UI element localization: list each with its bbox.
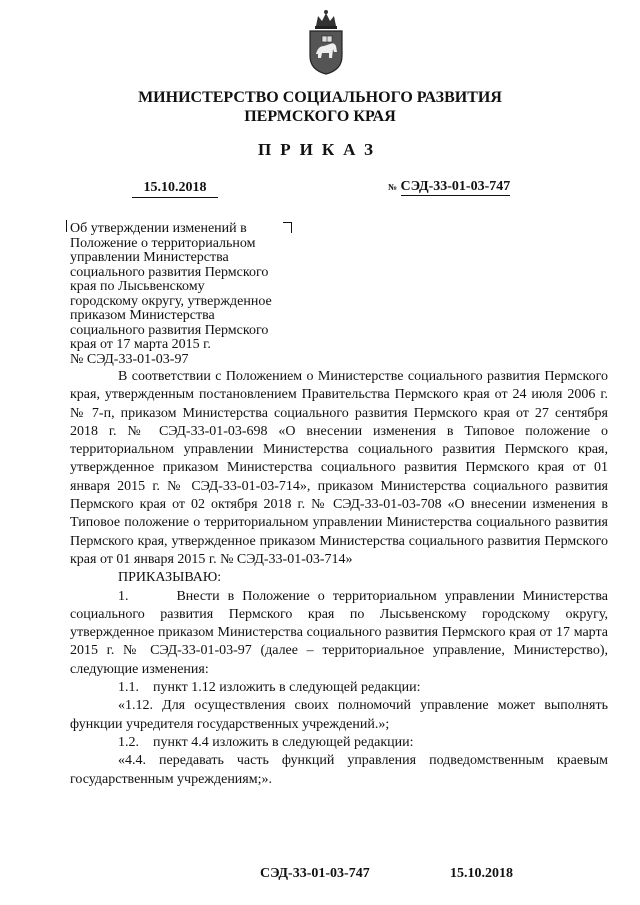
body-paragraph-preamble: В соответствии с Положением о Министерстве социального развития Пермского края, утвержденным постановлением Правительства Пермского края от 24 июля 2006 г. № 7-п, приказом Министерства социального развития Пермского края от 27 сентября 2018 г. № СЭД-33-01-03-698 «О внесении изменения в Типовое положение о территориальном управлении Министерства социального развития Пермского края, утвержденное приказом Министерства социального развития Пермского края от 01 января 2015 г. № СЭД-33-01-03-714», приказом Министерства социального развития Пермского края от 02 октября 2018 г. № СЭД-33-01-03-708 «О внесении изменения в Типовое положение о территориальном управлении Министерства социального развития Пермского края, утвержденное приказом Министерства социального развития Пермского края от 01 января 2015 г. № СЭД-33-01-03-714» [70,369,608,567]
footer-number: СЭД-33-01-03-747 [260,866,370,881]
body-paragraph-item-1: 1. Внести в Положение о территориальном управлении Министерства социального развития Пермского края по Лысьвенскому городскому округу, утвержденное приказом Министерства социального развития Пермского края от 17 марта 2015 г. № СЭД-33-01-03-97 (далее – территориальное управление, Министерство), следующие изменения: [70,588,608,677]
coat-of-arms-icon [300,8,352,76]
body-paragraph-item-1-2: 1.2. пункт 4.4 изложить в следующей редакции: [118,734,414,750]
order-date: 15.10.2018 [132,180,218,198]
document-type: ПРИКАЗ [258,140,382,159]
body-paragraph-quote-1-12: «1.12. Для осуществления своих полномочий управление может выполнять функции учредителя государственных учреждений.»; [70,698,608,732]
body-paragraph-quote-4-4: «4.4. передавать часть функций управления подведомственным краевым государственным учреждениям;». [70,753,608,787]
ministry-title-line1: МИНИСТЕРСТВО СОЦИАЛЬНОГО РАЗВИТИЯ [138,89,502,106]
order-subject: Об утверждении изменений в Положение о территориальном управлении Министерства социального развития Пермского края по Лысьвенскому городскому округу, утвержденное приказом Министерства социального развития Пермского края от 17 марта 2015 г. № СЭД-33-01-03-97 [70,221,272,367]
number-sign: № [388,182,398,192]
footer-date: 15.10.2018 [450,866,513,881]
order-body [70,368,608,789]
order-number: СЭД-33-01-03-747 [400,179,511,194]
ministry-title-line2: ПЕРМСКОГО КРАЯ [244,108,396,125]
order-number-group [388,179,510,195]
body-paragraph-item-1-1: 1.1. пункт 1.12 изложить в следующей редакции: [118,680,421,696]
body-paragraph-order-word: ПРИКАЗЫВАЮ: [118,570,222,586]
